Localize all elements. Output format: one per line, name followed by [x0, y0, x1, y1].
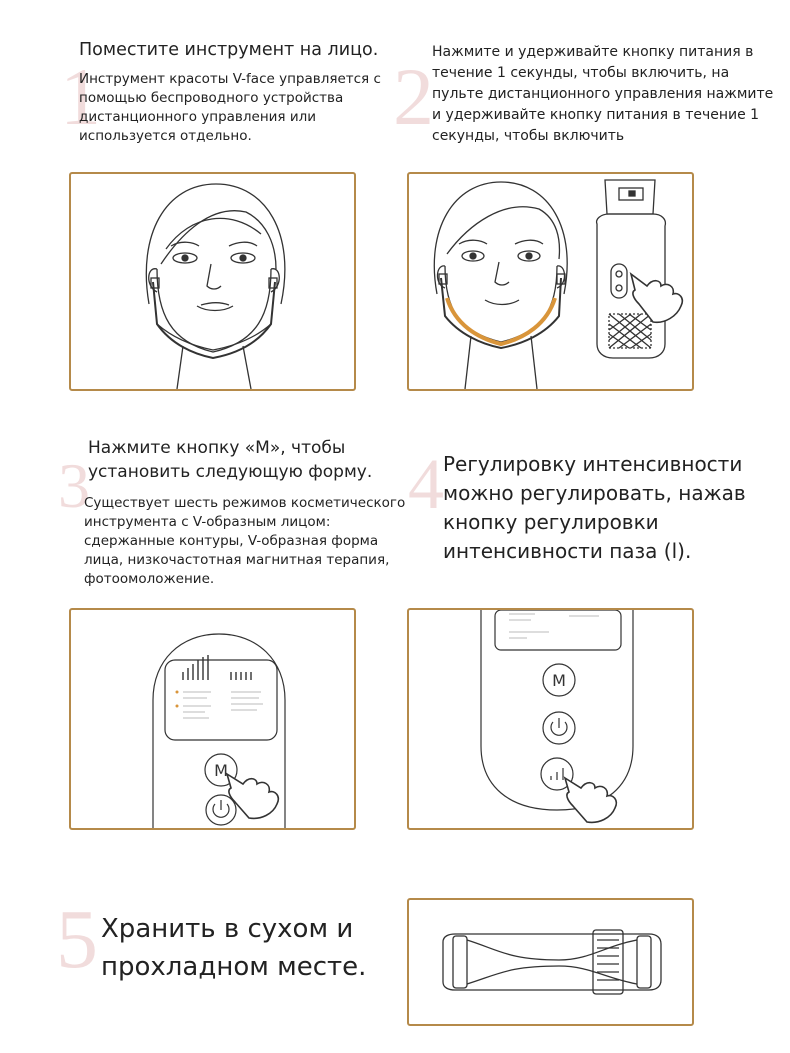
step-2-description: Нажмите и удерживайте кнопку питания в течение 1 секунды, чтобы включить, на пульте дистанционного управления нажмите и удерживайте кнопку питания в течение 1 секунды, чтобы включить: [432, 44, 774, 144]
intensity-button-illustration: [407, 608, 694, 830]
mode-button-label-2: M: [552, 671, 566, 690]
step-2-number: 2: [393, 51, 434, 142]
face-remote-illustration: [407, 172, 694, 391]
step-3-description: Существует шесть режимов косметического инструмента с V-образным лицом: сдержанные контуры, V-образная форма лица, низкочастотная магнитная терапия, фотоомоложение.: [84, 495, 406, 587]
step-3-number: 3: [58, 450, 90, 521]
step-4-title: Регулировку интенсивности можно регулировать, нажав кнопку регулировки интенсивности паза (l).: [443, 452, 746, 563]
mode-button-illustration: [69, 608, 356, 830]
step-3-title: Нажмите кнопку «M», чтобы установить следующую форму.: [88, 438, 373, 482]
face-remote-drawing: [409, 174, 692, 389]
step-5-title: Хранить в сухом и прохладном месте.: [101, 914, 367, 982]
mode-button-label: M: [214, 761, 228, 780]
device-storage-illustration: [407, 898, 694, 1026]
step-1-title: Поместите инструмент на лицо.: [79, 40, 379, 60]
intensity-button-drawing: [409, 610, 692, 828]
step-1-number: 1: [60, 51, 101, 142]
face-band-illustration: [69, 172, 356, 391]
device-storage-drawing: [409, 900, 692, 1024]
step-4-number: 4: [408, 444, 444, 524]
face-band-drawing: [71, 174, 354, 389]
step-1-description: Инструмент красоты V-face управляется с помощью беспроводного устройства дистанционного управления или используется отдельно.: [79, 71, 381, 144]
step-5-number: 5: [56, 893, 98, 986]
mode-button-drawing: [71, 610, 354, 828]
